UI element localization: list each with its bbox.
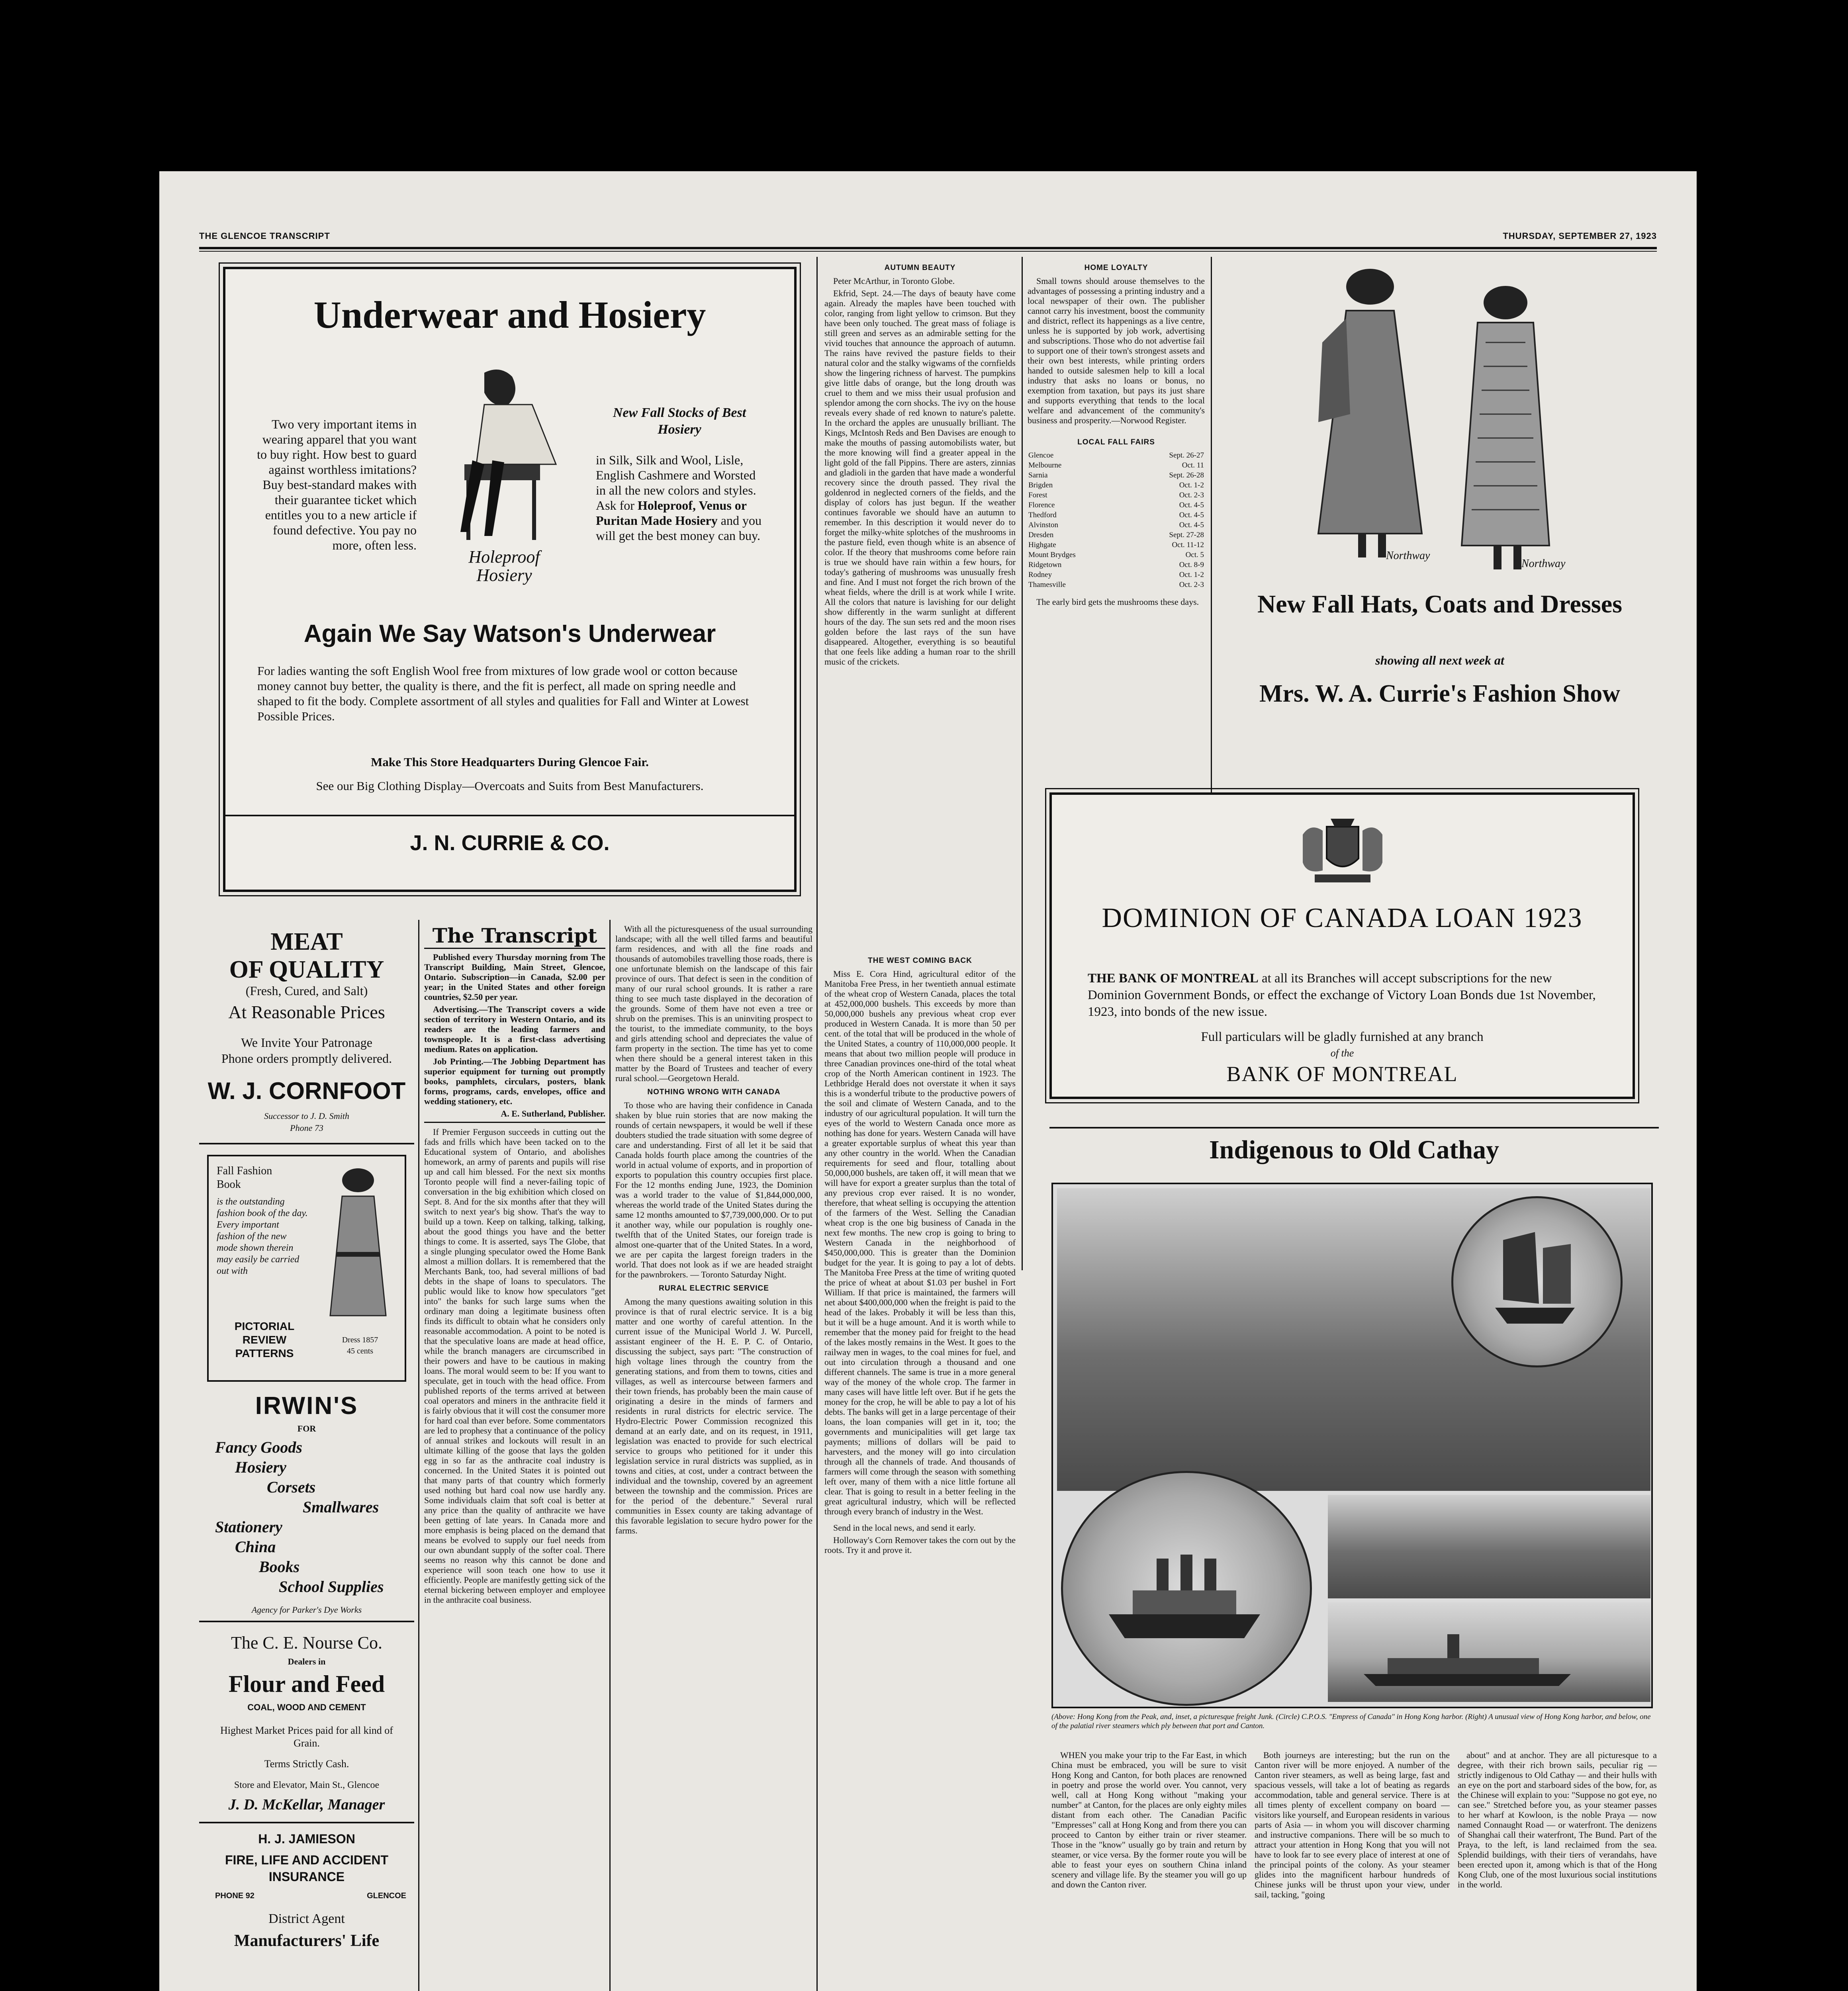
fair-row [1028,530,1205,540]
fair-town: Dresden [1028,531,1054,539]
irwin-item: Smallwares [303,1498,379,1516]
fairs-heading: LOCAL FALL FAIRS [1077,438,1155,446]
transcript-adv: Advertising.—The Transcript covers a wide section of territory in Western Ontario, and its readers are the leading farmers and townspeople. It is a first-class advertising medium. Rates on application. [424,1004,605,1054]
loan-text-body: at all its Branches will accept subscriptions for the new Dominion Government Bonds, or effect the exchange of Victory Loan Bonds due 1st November, 1923, into bonds of the new issue. [1088,971,1596,1019]
article-heading: AUTUMN BEAUTY [884,264,956,272]
pictorial-label: PICTORIAL REVIEW PATTERNS [234,1320,295,1359]
irwin-agency: Agency for Parker's Dye Works [251,1605,362,1615]
article-body: Miss E. Cora Hind, agricultural editor of the Manitoba Free Press, in her twentieth annual estimate of the wheat crop of Western Canada, places the total at 452,000,000 bushels. This exceeds by more than 50,000,000 bushels any previous wheat crop ever produced in Western Canada. It is more than 50 per cent. of the total that will be produced in the whole of the United States, a country of 110,000,000 people. It means that about two million people will produce in three Canadian provinces one-third of the total wheat crop of the North American continent in 1923. The Lethbridge Herald does not overstate it when it says this is a wonderful tribute to the productive powers of the soil and climate of Western Canada, and to the industry of our agricultural population. It will turn the eyes of the world to Western Canada once more as nothing has done for years. Western Canada will have a greater exportable surplus of wheat this year than any other country in the world. When the Canadian requirements for seed and flour, totalling about 50,000,000 bushels, are taken off, it will mean that we will have for export a greater surplus than the total of any previous crop ever raised. It is no wonder, therefore, that wheat selling is occupying the attention of the farmers of the West. Selling the Canadian wheat crop is the one big business of Canada in the next few months. The new crop is going to bring to Western Canada in the neighborhood of $450,000,000. This is greater than the Dominion budget for the year. It is going to pay a lot of debts. The Manitoba Free Press at the time of writing quoted the price of wheat at about $1.03 per bushel in Fort William. If that price is maintained, the farmers will net about $400,000,000 when the freight is paid to the head of the lakes. Probably it will be less than this, but it will be a huge amount. And it is worth while to remember that the money paid for freight to the head of the lakes mostly remains in the West. It goes to the railway men in wages, to the coal mines for fuel, and out into circulation through a thousand and one different channels. The same is true in a more general way of the money of the whole crop. The farmer in many cases will have little left over. But if he gets the money for the crop, he will be able to pay a lot of his debts. The banks will get in a large percentage of their loans, the loan companies will get in it, too; the governments and municipalities will get large tax payments; millions of dollars will be paid to harvesters, and the money will go into circulation through all the channels of trade. And thousands of farmers will come through the season with something left over, many of them with a nice little fortune all clear. That is going to result in a better feeling in the great agricultural industry, which will be reflected through every branch of industry in the West. [824,969,1016,1516]
loan-bank-name: THE BANK OF MONTREAL [1088,971,1259,986]
cathay-photo-panel [1051,1183,1653,1708]
article-body: If Premier Ferguson succeeds in cutting out the fads and frills which have been tacked on to the Educational system of Ontario, and abolishes homework, an army of parents and pupils will rise up and call him blessed. For the next six months Toronto people will find a never-failing topic of conversation in the big exhibition which closed on Sept. 8. And for the six months after that they will switch to next year's big show. That's the way to build up a town. Keep on talking, talking, talking, about the good things you have and the better things to come. It is asserted, says The Globe, that a single plunging speculator owed the Home Bank almost a million dollars. It is remembered that the Merchants Bank, too, had several millions of bad debts in the shape of loans to speculators. The public would like to know how speculators "get into" the banks for such large sums when the ordinary man doing a legitimate business often finds its difficult to obtain what he considers only reasonable accommodation. A point to be noted is that the speculative loans are made at head office, while the branch managers are circumscribed in their powers and have to be cautious in making loans. The moral would seem to be: If you want to speculate, get in touch with the head office. From published reports of the terms arrived at between coal operators and miners in the anthracite field it is fairly obvious that it will cost the consumer more for hard coal than ever before. Some commentators are led to prophesy that a continuance of the policy of annual strikes and lockouts will result in an ultimate killing of the goose that lays the golden egg in so far as the anthracite coal industry is concerned. In the United States it is pointed out that many parts of that country which formerly used nothing but hard coal now use hardly any. Some individuals claim that soft coal is better at any price than the quality of anthracite we have been getting of late years. In Canada more and more emphasis is being placed on the demand that means be evolved to supply our fuel needs from our own abundant supply of the softer coal. There seems no reason why this cannot be done and experience will soon teach one how to use it efficiently. People are manifestly getting sick of the eternal bickering between employer and employee in the anthracite coal business. [424,1127,605,1605]
fairs-note: The early bird gets the mushrooms these days. [1036,597,1199,607]
ad-divider [199,1143,414,1144]
jamieson-line: FIRE, LIFE AND ACCIDENT INSURANCE [225,1853,389,1884]
fair-date: Oct. 11-12 [1172,541,1204,549]
meat-ad-line: OF QUALITY [229,956,384,983]
column-rule [816,257,818,1991]
issue-date: THURSDAY, SEPTEMBER 27, 1923 [1503,231,1657,241]
fair-date: Oct. 4-5 [1179,501,1204,509]
fair-town: Ridgetown [1028,561,1062,569]
irwin-for: FOR [297,1424,316,1434]
right-text [596,452,763,588]
fair-row [1028,460,1205,470]
transcript-title: The Transcript [424,924,605,949]
irwin-item: Books [259,1558,300,1576]
steamship-icon [1101,1535,1268,1654]
transcript-divider [424,1122,605,1123]
brand-label: Holeproof Hosiery [468,548,540,585]
ads-column [199,920,414,1991]
fashion-label: Northway [1521,557,1566,570]
loan-footer: BANK OF MONTREAL [1226,1062,1458,1086]
fair-town: Alvinston [1028,521,1058,529]
fair-town: Brigden [1028,481,1053,489]
fair-date: Oct. 5 [1185,551,1204,559]
middle-column [615,924,812,1991]
column-rule [1022,257,1023,952]
junk-sail-icon [1487,1224,1583,1336]
article-heading: HOME LOYALTY [1084,264,1148,272]
nourse-terms: Terms Strictly Cash. [264,1758,349,1770]
dress-number: Dress 1857 [342,1336,378,1344]
right-text-part: in Silk, Silk and Wool, Lisle, English Cashmere and Worsted in all the new colors and styles. Ask for [596,453,756,512]
article-body: With all the picturesqueness of the usual surrounding landscape; with all the well tilled farms and beautiful farm residences, and with all the fine roads and thousands of automobiles travelling those roads, there is one unfortunate blemish on the landscape of this fair province of ours. That defect is seen in the condition of many of our rural school grounds. It is rather a rare thing to see much taste displayed in the decoration of the grounds. Some of them have not even a tree or shrub on the premises. This is an uninviting prospect to the tourist, to the immediate community, to the boys and girls attending school and depreciates the value of farm property in the section. The time has yet to come when there should be a general interest taken in this matter by the Board of Trustees and teacher of every rural school.—Georgetown Herald. [615,924,812,1083]
currie-ad [223,267,797,892]
article-body: Among the many questions awaiting solution in this province is that of rural electric service. It is a big matter and one worthy of careful attention. In the current issue of the Municipal World J. W. Purcell, assistant engineer of the H. E. P. C. of Ontario, discussing the subject, says part: "The construction of high voltage lines through the country from the generating stations, and from them to towns, cities and villages, as well as intercourse between farmers and their town friends, has probably been the main cause of originating a desire in the minds of farmers and residents in rural districts for electric service. The Hydro-Electric Power Commission recognized this demand at an early date, and on its request, in 1911, legislation was enacted to provide for such electrical service to groups who petitioned for it under this legislation service in rural districts was supplied, as in towns and cities, at cost, under a contract between the individual and the township, covered by an agreement between the township and the commission. Prices are for the period of the debenture." Several rural communities in Essex county are taking advantage of this favorable legislation to secure hydro power for the farms. [615,1297,812,1535]
column-rule [609,920,611,1991]
paper-name: THE GLENCOE TRANSCRIPT [199,231,330,241]
fair-row [1028,450,1205,460]
nourse-dealers: Dealers in [288,1657,326,1666]
meat-ad-line: We Invite Your Patronage [241,1035,372,1050]
ad-headquarters: Make This Store Headquarters During Glencoe Fair. [371,755,649,769]
fashion-title: New Fall Hats, Coats and Dresses [1257,590,1623,618]
ad-title: Underwear and Hosiery [313,293,706,336]
loan-of: of the [1330,1047,1354,1059]
nourse-manager: J. D. McKellar, Manager [228,1796,385,1813]
jamieson-town: GLENCOE [367,1891,406,1900]
article-body: To those who are having their confidence in Canada shaken by blue ruin stories that are now making the rounds of certain newspapers, it would be well if these doubters studied the trade situation with some degree of care and understanding. First of all let it be said that Canada holds fourth place among the countries of the world in actual volume of exports, and in proportion of exports to population this country occupies first place. For the 12 months ending June, 1923, the Dominion was a world trader to the value of $1,844,000,000, whereas the world trade of the United States during the same 12 months amounted to $7,739,000,000. Or to put it another way, while our population is roughly one-twelfth that of the United States, our foreign trade is almost one-quarter that of the United States. In a word, we are per capita the largest foreign traders in the world. That does not look as if we are headed straight for the pawnbrokers. — Toronto Saturday Night. [615,1100,812,1279]
article-body: Ekfrid, Sept. 24.—The days of beauty have come again. Already the maples have been touched with color, ranging from light yellow to crimson. But they have been only touched. The great mass of foliage is still green and serves as an admirable setting for the vivid touches that announce the approach of autumn. The rains have revived the pasture fields to their natural color and the stalky wigwams of the cornfields show the lingering richness of harvest. The pumpkins give little dabs of orange, but the long drouth was cruel to them and we miss their usual profusion and splendor among the corn shocks. The ivy on the house reveals every shade of red known to nature's palette. In the orchard the apples are unusually brilliant. The Kings, McIntosh Reds and Ben Davises are enough to make the mouths of passing automobilists water, but the more knowing will find a greater appeal in the light gold of the fall Pippins. There are asters, zinnias and gladioli in the garden that have made a wonderful recovery since the drouth passed. They rival the goldenrod in neglected corners of the fields, and the display of colors has just begun. If the weather continues favorable we should have an autumn to remember. In this description it would never do to forget the milky-white splotches of the mushrooms in the pasture field, even though white is an absence of color. If the theory that mushrooms come before rain is true we should have rain within a few hours, for today's gathering of mushrooms was unusually fresh and fine. And I must not forget the rich brown of the wheat fields, where the drill is at work while I write. All the colors that nature is lavishing for our delight show differently in the warm sunlight at different hours of the day. The sun sets red and the moon rises golden before the last rays of the sun have disappeared. Altogether, everything is so beautiful that one feels like adding a human roar to the shrill music of the crickets. [824,288,1016,667]
irwin-item: Hosiery [235,1458,286,1476]
dress-price: 45 cents [346,1347,374,1355]
fair-date: Oct. 2-3 [1179,491,1204,499]
fair-row [1028,540,1205,550]
article-heading: RURAL ELECTRIC SERVICE [659,1284,769,1293]
fair-date: Oct. 4-5 [1179,521,1204,529]
right-text-bold: Holeproof, Venus or Puritan Made Hosiery [596,498,747,528]
article-byline: Peter McArthur, in Toronto Globe. [833,276,955,286]
fair-row [1028,570,1205,580]
article-body: Both journeys are interesting; but the run on the Canton river will be more enjoyed. A number of the Canton river steamers, as well as being large, fast and spacious vessels, will take a lot of beating as regards accommodation, table and general service. There is at all times plenty of excellent company on board — visitors like yourself, and European residents in various parts of Asia — in whom you will discover charming and instructive companions. There will be so much to attract your attention in Hong Kong that you will not have to look far to see every place of interest at one of the principal points of the colony. As your steamer glides into the magnificent harbour hundreds of Chinese junks will be thrust upon your view, under sail, tacking, "going [1255,1750,1450,1899]
fair-town: Melbourne [1028,461,1062,469]
corn-remover-ad: Holloway's Corn Remover takes the corn out by the roots. Try it and prove it. [824,1535,1016,1555]
ad-signature: J. N. CURRIE & CO. [410,831,610,855]
transcript-info: Published every Thursday morning from The Transcript Building, Main Street, Glencoe, Ontario. Subscription—in Canada, $2.00 per year; in the United States and other foreign countries, $2.50 per year. [424,952,605,1002]
article-body: WHEN you make your trip to the Far East, in which China must be embraced, you will be sure to visit Hong Kong and Canton, for both places are renowned in poetry and prose the world over. You cannot, very well, call at Hong Kong without "making your number" at Canton, for the places are only eighty miles distant from each other. The Canadian Pacific "Empresses" call at Hong Kong and from there you can proceed to Canton by either train or river steamer. Those in the "know" usually go by train and return by steamer, or vice versa. By the former route you will be able to feast your eyes on southern China inland scenery and village life. By the steamer you will go up and down the Canton river. [1051,1750,1247,1889]
fair-date: Oct. 1-2 [1179,481,1204,489]
west-article [824,952,1016,1991]
junk-harbor-photo [1328,1495,1650,1598]
meat-ad-succ: Successor to J. D. Smith [264,1111,349,1121]
fair-row [1028,560,1205,570]
fair-row [1028,470,1205,480]
fair-town: Rodney [1028,571,1052,579]
jamieson-agent: District Agent [268,1911,345,1926]
article-body: about" and at anchor. They are all picturesque to a degree, with their rich brown sails, peculiar rig — strictly indigenous to Old Cathay — and their hulls with an eye on the port and starboard sides of the bow, for, as the Chinese will explain to you: "Suppose no got eye, no can see." Stretched before you, as your steamer passes to her wharf at Kowloon, is the noble Praya — now named Connaught Road — or waterfront. The denizens of Shanghai call their waterfront, The Bund. Part of the Praya, to the left, is land reclaimed from the sea. Splendid buildings, with their tiers of verandahs, have been erected upon it, among which is that of the Hong Kong Club, one of the most luxurious social institutions in the world. [1458,1750,1657,1889]
meat-ad-phone: Phone 73 [290,1123,323,1133]
fair-date: Sept. 26-28 [1169,471,1204,479]
loan-text [1088,970,1605,1026]
meat-ad-line: MEAT [270,928,343,955]
fall-book-title: Fall Fashion Book [217,1165,272,1191]
loan-particulars: Full particulars will be gladly furnished at any branch [1201,1030,1484,1044]
fashion-shop: Mrs. W. A. Currie's Fashion Show [1259,680,1621,707]
fair-row [1028,580,1205,590]
ad-subtitle: Again We Say Watson's Underwear [303,620,716,647]
fair-town: Forest [1028,491,1047,499]
fashion-sub: showing all next week at [1375,653,1504,667]
dress-illustration [320,1164,396,1332]
cathay-text-col [1051,1750,1247,1991]
article-heading: THE WEST COMING BACK [868,956,972,965]
cathay-text-col [1255,1750,1450,1991]
fair-town: Highgate [1028,541,1056,549]
coat-of-arms-icon [1291,811,1394,890]
fashion-label: Northway [1386,550,1430,562]
fair-row [1028,490,1205,500]
loan-title: DOMINION OF CANADA LOAN 1923 [1102,903,1583,933]
ad-left-text: Two very important items in wearing apparel that you want to buy right. How best to guard against worthless imitations? Buy best-standard makes with their guarantee ticket which entitles you to a new article if found defective. You pay no more, often less. [257,417,417,552]
column-rule [418,920,419,1991]
ad-divider [199,1822,414,1823]
nourse-store: Store and Elevator, Main St., Glencoe [234,1780,380,1790]
jamieson-life: Manufacturers' Life [234,1932,380,1950]
ad-body: For ladies wanting the soft English Wool free from mixtures of low grade wool or cotton because money cannot buy better, the quality is there, and the fit is perfect, all made on spring needle and shaped to fit the body. Complete assortment of all styles and qualities for Fall and Winter at Lowest Possible Prices. [257,664,749,723]
irwin-item: Stationery [215,1518,282,1536]
ad-divider [225,815,794,816]
fair-date: Oct. 4-5 [1179,511,1204,519]
article-body: Small towns should arouse themselves to the advantages of possessing a printing industry and a local newspaper of their own. The publisher cannot carry his investment, boost the community and district, reflect its happenings as a live centre, unless he is supported by job work, advertising and subscriptions. Those who do not advertise fail to support one of their town's strongest assets and their own best interests, while printing orders handed to outside salesmen help to kill a local industry that asks no loans or bonus, no exemption from taxation, but pays its just share and supports everything that tends to the local welfare and advancement of the community's business and prosperity.—Norwood Register. [1028,276,1205,425]
meat-ad-line: At Reasonable Prices [228,1002,385,1022]
fashion-illustration [1298,263,1585,589]
cathay-caption: (Above: Hong Kong from the Peak, and, inset, a picturesque freight Junk. (Circle) C.P.O.S. "Empress of Canada" in Hong Kong harbor. (Right) A unusual view of Hong Kong harbor, and below, one of the palatial river steamers which ply between that port and Canton. [1051,1713,1651,1730]
nourse-big: Flour and Feed [228,1671,385,1697]
irwin-item: School Supplies [279,1578,384,1596]
meat-ad-line: Phone orders promptly delivered. [221,1051,392,1066]
fairs-table [1028,450,1205,590]
fair-date: Sept. 27-28 [1169,531,1204,539]
right-text-part: and you will get the best money can buy. [596,513,762,543]
irwin-items [199,1438,414,1605]
fair-date: Oct. 8-9 [1179,561,1204,569]
cathay-text-col [1458,1750,1657,1991]
meat-ad-name: W. J. CORNFOOT [208,1078,406,1104]
ad-display: See our Big Clothing Display—Overcoats and Suits from Best Manufacturers. [316,779,704,793]
right-heading: New Fall Stocks of Best Hosiery [613,405,746,437]
fair-row [1028,500,1205,510]
nourse-price: Highest Market Prices paid for all kind of Grain. [220,1725,393,1749]
hosiery-illustration [425,361,584,544]
fair-row [1028,480,1205,490]
fair-row [1028,550,1205,560]
fair-row [1028,510,1205,520]
nourse-coal: COAL, WOOD AND CEMENT [247,1702,366,1712]
local-news-ad: Send in the local news, and send it early. [833,1523,976,1533]
jamieson-name: H. J. JAMIESON [258,1832,355,1846]
autumn-article [824,259,1016,940]
fair-town: Thamesville [1028,581,1066,589]
fair-row [1028,520,1205,530]
newspaper-page [159,171,1697,1991]
fall-book-text: is the outstanding fashion book of the day. Every important fashion of the new mode shown therein may easily be carried out with [217,1197,308,1276]
fair-date: Oct. 2-3 [1179,581,1204,589]
masthead-rule-thin [199,251,1657,252]
river-steamer-icon [1356,1626,1579,1694]
irwin-item: Corsets [267,1478,316,1496]
irwin-item: China [235,1538,276,1556]
transcript-publisher: A. E. Sutherland, Publisher. [501,1109,605,1119]
article-heading: NOTHING WRONG WITH CANADA [647,1088,781,1096]
masthead-rule [199,247,1657,249]
irwin-item: Fancy Goods [215,1438,302,1456]
ad-divider [199,1621,414,1622]
column-rule [1022,952,1023,1270]
irwin-name: IRWIN'S [255,1392,358,1420]
fair-date: Oct. 11 [1182,461,1204,469]
section-rule [1049,1127,1659,1128]
fair-town: Glencoe [1028,451,1054,460]
fashion-ad [1219,255,1661,780]
fair-town: Thedford [1028,511,1057,519]
nourse-name: The C. E. Nourse Co. [231,1633,383,1653]
fair-date: Oct. 1-2 [1179,571,1204,579]
jamieson-phone: PHONE 92 [215,1891,254,1900]
fashion-book-box [207,1155,406,1382]
fair-town: Florence [1028,501,1055,509]
fair-date: Sept. 26-27 [1169,451,1204,460]
transcript-column [424,924,605,1991]
fair-town: Sarnia [1028,471,1048,479]
loan-ad [1049,792,1635,1099]
cathay-title: Indigenous to Old Cathay [1209,1135,1500,1164]
meat-ad-line: (Fresh, Cured, and Salt) [245,984,368,998]
fair-town: Mount Brydges [1028,551,1076,559]
transcript-job: Job Printing.—The Jobbing Department has superior equipment for turning out promptly books, pamphlets, circulars, posters, blank forms, programs, cards, envelopes, office and wedding stationery, etc. [424,1056,605,1106]
